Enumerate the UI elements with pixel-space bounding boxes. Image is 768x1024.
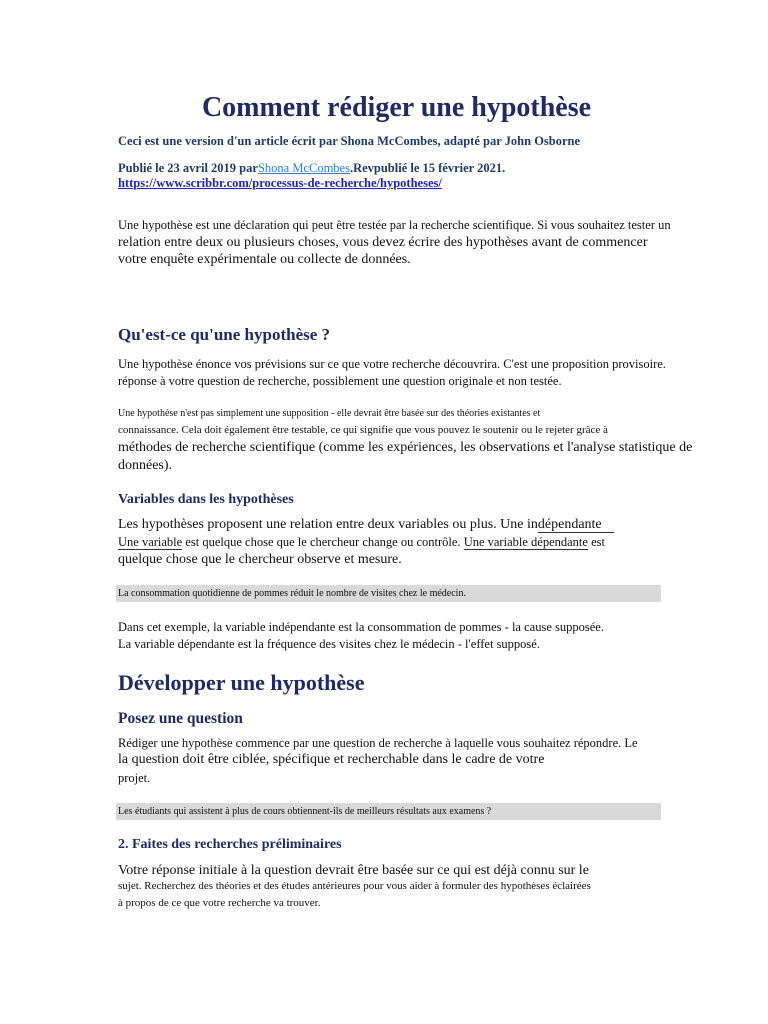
step1-line-3: projet. <box>118 771 151 785</box>
what-is-para1-line-1: Une hypothèse énonce vos prévisions sur ce que votre recherche découvrira. C'est une proposition provisoire. <box>118 357 666 371</box>
independent-term: dépendante <box>538 517 614 533</box>
what-is-para2-line-1: Une hypothèse n'est pas simplement une supposition - elle devrait être basée sur des théories existantes et <box>118 408 541 419</box>
step2-line-2: sujet. Recherchez des théories et des études antérieures pour vous aider à formuler des hypothèses éclairées <box>118 880 591 892</box>
step2-line-3: à propos de ce que votre recherche va trouver. <box>118 897 321 909</box>
example-explain-line-2: La variable dépendante est la fréquence des visites chez le médecin - l'effet supposé. <box>118 637 540 651</box>
variables-line-2-end: est <box>587 535 605 549</box>
section-heading-develop: Développer une hypothèse <box>118 670 365 695</box>
what-is-para2-line-4: données). <box>118 458 173 473</box>
republished-text: .Revpublié le 15 février 2021. <box>349 161 506 175</box>
step1-line-1: Rédiger une hypothèse commence par une question de recherche à laquelle vous souhaitez répondre. Le <box>118 736 638 750</box>
intro-line-1: Une hypothèse est une déclaration qui peut être testée par la recherche scientifique. Si vous souhaitez tester un <box>118 218 671 232</box>
published-prefix: Publié le 23 avril 2019 par <box>118 161 258 175</box>
what-is-para2-line-2: connaissance. Cela doit également être testable, ce qui signifie que vous pouvez le soutenir ou le rejeter grâce à <box>118 424 608 436</box>
step1-heading: Posez une question <box>118 710 243 727</box>
variables-line-1-text: Les hypothèses proposent une relation entre deux variables ou plus. Une in <box>118 517 538 532</box>
intro-line-3: votre enquête expérimentale ou collecte de données. <box>118 252 411 267</box>
author-link[interactable]: Shona McCombes <box>257 161 350 175</box>
section-heading-variables: Variables dans les hypothèses <box>118 492 294 507</box>
step2-line-1: Votre réponse initiale à la question devrait être basée sur ce qui est déjà connu sur le <box>118 863 589 878</box>
example-explain-line-1: Dans cet exemple, la variable indépendante est la consommation de pommes - la cause supposée. <box>118 620 604 634</box>
example-hypothesis-box: La consommation quotidienne de pommes réduit le nombre de visites chez le médecin. <box>116 585 661 602</box>
step2-heading: 2. Faites des recherches préliminaires <box>118 837 342 852</box>
page-title: Comment rédiger une hypothèse <box>201 92 592 123</box>
section-heading-what-is: Qu'est-ce qu'une hypothèse ? <box>118 325 331 344</box>
source-url-line <box>118 176 442 191</box>
attribution-line: Ceci est une version d'un article écrit par Shona McCombes, adapté par John Osborne <box>118 134 581 148</box>
intro-line-2: relation entre deux ou plusieurs choses, vous devez écrire des hypothèses avant de commencer <box>118 235 648 250</box>
variables-line-2 <box>118 535 605 550</box>
what-is-para1-line-2: réponse à votre question de recherche, possiblement une question originale et non testée. <box>118 374 562 388</box>
question-example-box: Les étudiants qui assistent à plus de cours obtiennent-ils de meilleurs résultats aux examens ? <box>116 803 661 820</box>
independent-variable-term: Une variable <box>118 535 183 549</box>
step1-line-2: la question doit être ciblée, spécifique et recherchable dans le cadre de votre <box>118 752 545 767</box>
source-url-link[interactable]: https://www.scribbr.com/processus-de-recherche/hypotheses/ <box>118 176 442 190</box>
dependent-variable-term: Une variable dépendante <box>463 535 588 549</box>
publication-line <box>118 161 505 176</box>
variables-line-2-middle: est quelque chose que le chercheur change ou contrôle. <box>182 535 464 549</box>
variables-line-1 <box>118 517 614 533</box>
variables-line-3: quelque chose que le chercheur observe et mesure. <box>118 552 402 567</box>
what-is-para2-line-3: méthodes de recherche scientifique (comme les expériences, les observations et l'analyse statistique de <box>118 440 693 455</box>
